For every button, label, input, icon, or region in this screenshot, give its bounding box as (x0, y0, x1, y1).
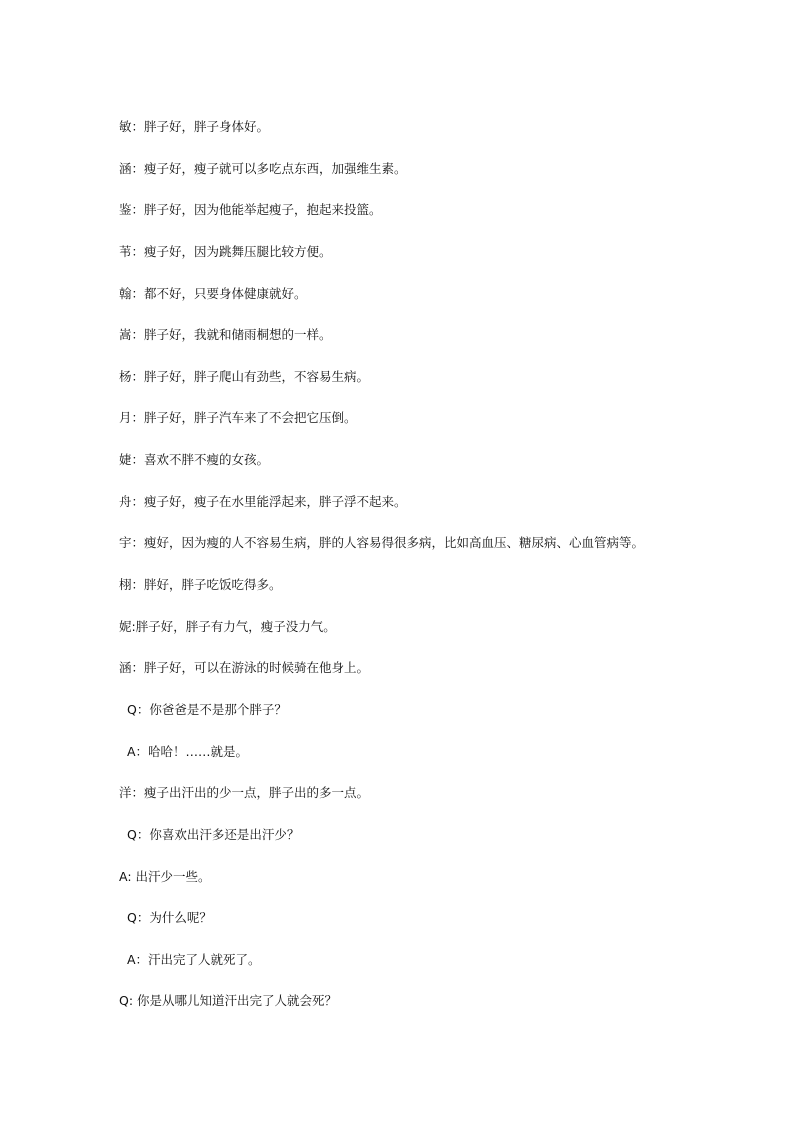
paragraph-line: 涵：瘦子好，瘦子就可以多吃点东西，加强维生素。 (119, 160, 407, 176)
paragraph-line: 鉴：胖子好，因为他能举起瘦子，抱起来投篮。 (119, 202, 382, 218)
text-body (119, 118, 759, 1034)
answer-line: A：汗出完了人就死了。 (127, 951, 261, 967)
answer-line: A：哈哈！……就是。 (127, 743, 249, 759)
paragraph-line: 宇：瘦好，因为瘦的人不容易生病，胖的人容易得很多病，比如高血压、糖尿病、心血管病等。 (119, 535, 645, 551)
question-line: Q：你喜欢出汗多还是出汗少？ (127, 826, 300, 842)
question-line: Q：你爸爸是不是那个胖子？ (127, 701, 287, 717)
paragraph-line: 苇：瘦子好，因为跳舞压腿比较方便。 (119, 243, 332, 259)
paragraph-line: 舟：瘦子好，瘦子在水里能浮起来，胖子浮不起来。 (119, 493, 407, 509)
paragraph-line: 敏：胖子好，胖子身体好。 (119, 119, 270, 134)
question-line: Q: 你是从哪儿知道汗出完了人就会死？ (119, 993, 338, 1009)
paragraph-line: 嵩：胖子好，我就和储雨桐想的一样。 (119, 327, 332, 343)
paragraph-line: 栩：胖好，胖子吃饭吃得多。 (119, 577, 282, 593)
answer-line: A: 出汗少一些。 (119, 868, 211, 884)
paragraph-line: 妮:胖子好，胖子有力气，瘦子没力气。 (119, 618, 336, 634)
paragraph-line: 涵：胖子好，可以在游泳的时候骑在他身上。 (119, 660, 370, 676)
paragraph-line: 杨：胖子好，胖子爬山有劲些，不容易生病。 (119, 368, 370, 384)
paragraph-line: 月：胖子好，胖子汽车来了不会把它压倒。 (119, 410, 357, 426)
paragraph-line: 洋：瘦子出汗出的少一点，胖子出的多一点。 (119, 785, 370, 801)
paragraph-line: 翰：都不好，只要身体健康就好。 (119, 285, 307, 301)
question-line: Q：为什么呢？ (127, 910, 212, 926)
paragraph-line: 婕：喜欢不胖不瘦的女孩。 (119, 452, 270, 468)
